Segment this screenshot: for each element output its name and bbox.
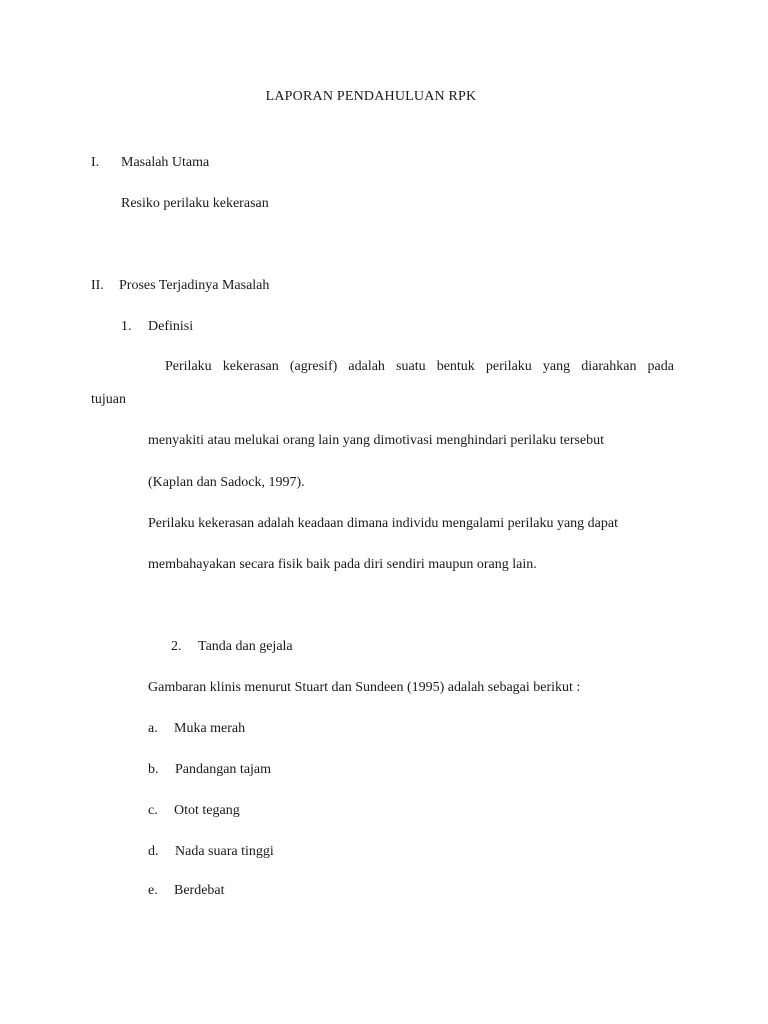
list-item-text: Otot tegang xyxy=(174,803,240,818)
list-item-marker: b. xyxy=(148,762,159,777)
definition-para2-line-2: membahayakan secara fisik baik pada diri sendiri maupun orang lain. xyxy=(148,557,537,572)
definition-para2-line-1: Perilaku kekerasan adalah keadaan dimana individu mengalami perilaku yang dapat xyxy=(148,516,618,531)
definition-line-4: (Kaplan dan Sadock, 1997). xyxy=(148,475,305,490)
document-title: LAPORAN PENDAHULUAN RPK xyxy=(265,89,477,104)
signs-intro: Gambaran klinis menurut Stuart dan Sundeen (1995) adalah sebagai berikut : xyxy=(148,680,581,695)
definition-line-2: tujuan xyxy=(91,392,126,407)
subsection-1-number: 1. xyxy=(121,319,132,334)
subsection-1-heading: Definisi xyxy=(148,319,194,334)
list-item-marker: c. xyxy=(148,803,158,818)
list-item-marker: e. xyxy=(148,883,158,898)
list-item-marker: d. xyxy=(148,844,159,859)
definition-line-1: Perilaku kekerasan (agresif) adalah suatu bentuk perilaku yang diarahkan pada xyxy=(165,359,674,374)
list-item-text: Nada suara tinggi xyxy=(175,844,274,859)
section-1-body: Resiko perilaku kekerasan xyxy=(121,196,269,211)
section-2-numeral: II. xyxy=(91,278,104,293)
list-item-text: Pandangan tajam xyxy=(175,762,272,777)
list-item-text: Berdebat xyxy=(174,883,225,898)
subsection-2-number: 2. xyxy=(171,639,182,654)
definition-line-3: menyakiti atau melukai orang lain yang dimotivasi menghindari perilaku tersebut xyxy=(148,433,605,448)
list-item-text: Muka merah xyxy=(174,721,246,736)
section-1-numeral: I. xyxy=(91,155,100,170)
list-item-marker: a. xyxy=(148,721,158,736)
subsection-2-heading: Tanda dan gejala xyxy=(198,639,293,654)
section-2-heading: Proses Terjadinya Masalah xyxy=(119,278,270,293)
section-1-heading: Masalah Utama xyxy=(121,155,210,170)
